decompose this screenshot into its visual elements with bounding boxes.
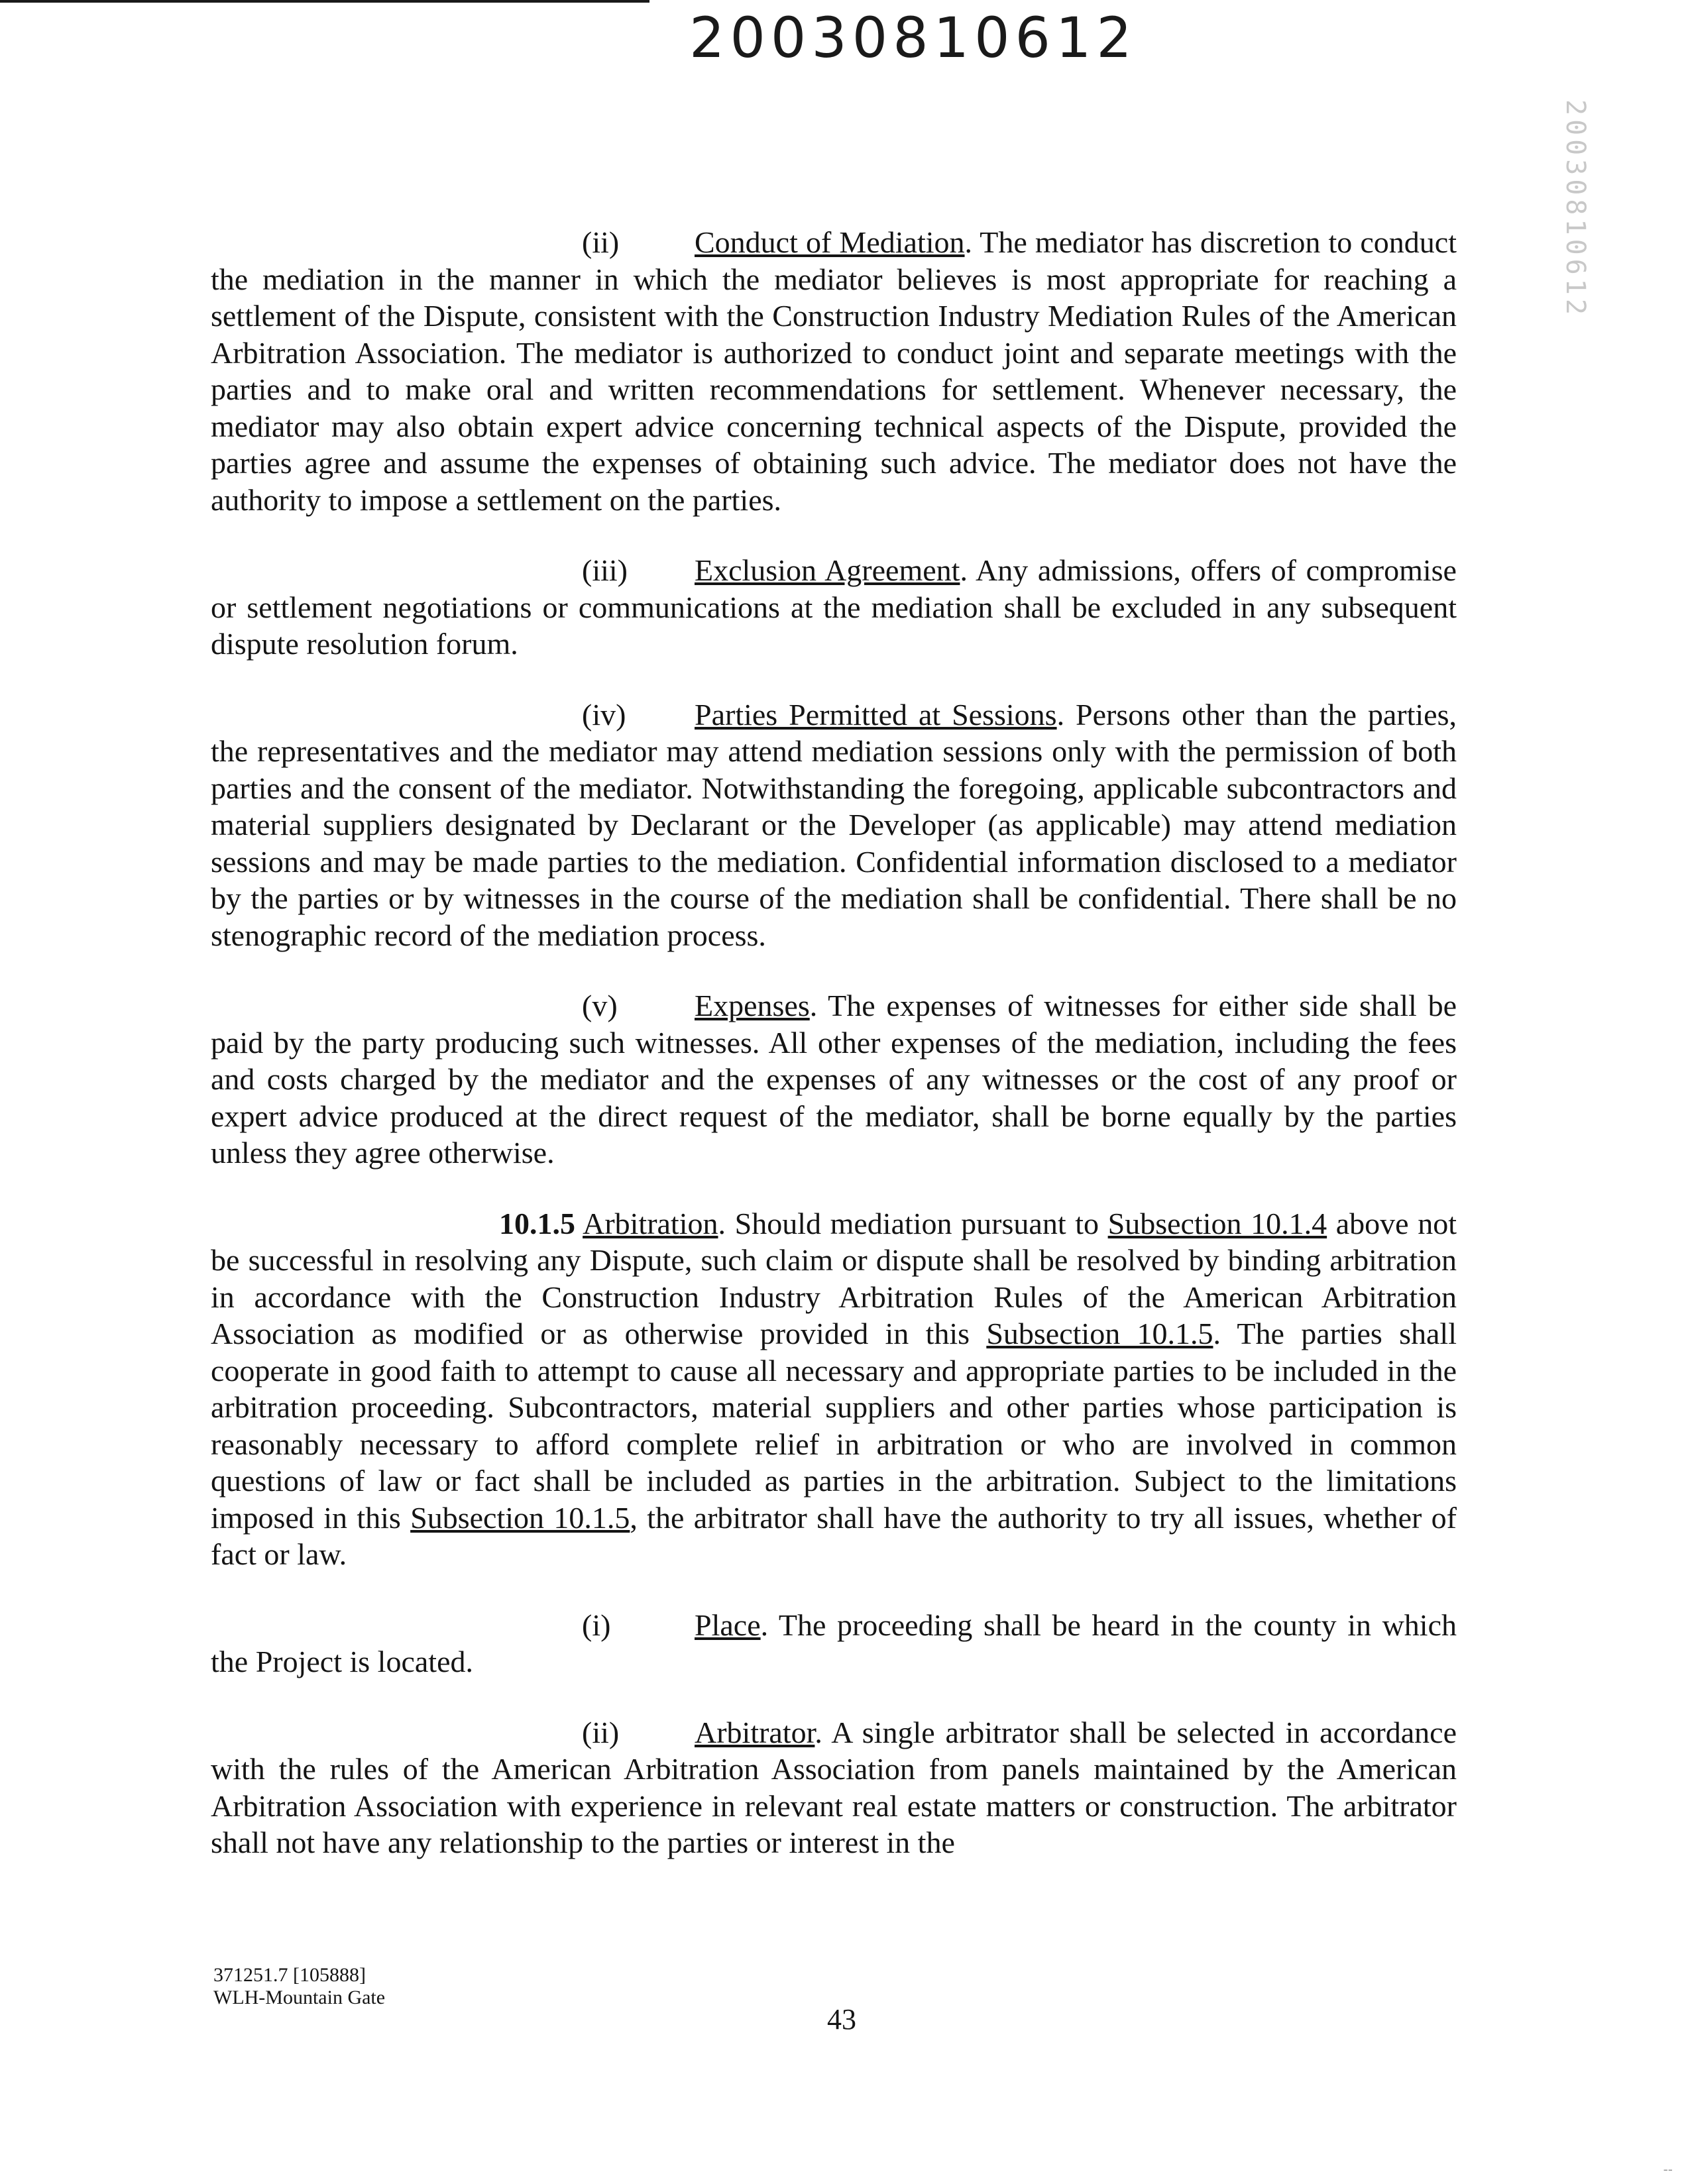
paragraph-heading: Conduct of Mediation bbox=[695, 225, 965, 259]
footer-document-id bbox=[213, 1964, 385, 2009]
cross-reference: Subsection 10.1.5 bbox=[410, 1500, 630, 1535]
paragraph-heading: Place bbox=[695, 1608, 761, 1642]
paragraph-heading: Arbitration bbox=[583, 1206, 718, 1240]
paragraph-text: above not be successful in resolving any Dispute, such claim or dispute shall be resolved by binding arbitration in accordance with the Construction Industry Arbitration Rules of the American Arbitration Association as modified or as otherwise provided in this bbox=[211, 1206, 1457, 1350]
paragraph-number: (ii) bbox=[582, 225, 620, 259]
paragraph-text: . Persons other than the parties, the representatives and the mediator may attend mediation sessions only with the permission of both parties and the consent of the mediator. Notwithstanding the foregoing, applicable subcontractors and material suppliers designated by Declarant or the Developer (as applicable) may attend mediation sessions and may be made parties to the mediation. Confidential information disclosed to a mediator by the parties or by witnesses in the course of the mediation shall be confidential. There shall be no stenographic record of the mediation process. bbox=[211, 697, 1457, 952]
paragraph-heading: Arbitrator bbox=[695, 1715, 815, 1749]
paragraph-conduct-of-mediation bbox=[211, 224, 1457, 518]
paragraph-number: (i) bbox=[582, 1608, 611, 1642]
paragraph-text: . The expenses of witnesses for either side shall be paid by the party producing such witnesses. All other expenses of the mediation, including the fees and costs charged by the mediator and the expenses of any witnesses or the cost of any proof or expert advice produced at the direct request of the mediator, shall be borne equally by the parties unless they agree otherwise. bbox=[211, 989, 1457, 1170]
paragraph-expenses bbox=[211, 987, 1457, 1172]
side-stamp: 20030810612 bbox=[1560, 99, 1591, 319]
paragraph-parties-permitted bbox=[211, 696, 1457, 954]
paragraph-text: . A single arbitrator shall be selected in accordance with the rules of the American Arbitration Association from panels maintained by the American Arbitration Association with experience in relevant real estate matters or construction. The arbitrator shall not have any relationship to the parties or interest in the bbox=[211, 1715, 1457, 1859]
corner-mark: -- bbox=[1663, 2161, 1673, 2177]
paragraph-text: . The proceeding shall be heard in the county in which the Project is located. bbox=[211, 1608, 1457, 1678]
document-body bbox=[211, 224, 1457, 1895]
paragraph-heading: Exclusion Agreement bbox=[695, 553, 960, 587]
paragraph-place bbox=[211, 1607, 1457, 1680]
paragraph-text: . Any admissions, offers of compromise or settlement negotiations or communications at the mediation shall be excluded in any subsequent dispute resolution forum. bbox=[211, 553, 1457, 661]
paragraph-number: (iv) bbox=[582, 697, 626, 732]
cross-reference: Subsection 10.1.5 bbox=[986, 1317, 1213, 1350]
paragraph-text: . The parties shall cooperate in good faith to attempt to cause all necessary and appropriate parties to be included in the arbitration proceeding. Subcontractors, material suppliers and other parties whose participation is reasonably necessary to afford complete relief in arbitration or who are involved in common questions of law or fact shall be included as parties in the arbitration. Subject to the limitations imposed in this bbox=[211, 1317, 1457, 1535]
top-rule bbox=[0, 0, 649, 3]
paragraph-text: , the arbitrator shall have the authority to try all issues, whether of fact or law. bbox=[211, 1500, 1457, 1571]
paragraph-number: (ii) bbox=[582, 1715, 620, 1749]
paragraph-number: (iii) bbox=[582, 553, 628, 587]
cross-reference: Subsection 10.1.4 bbox=[1107, 1206, 1327, 1240]
paragraph-heading: Parties Permitted at Sessions bbox=[695, 697, 1057, 732]
doc-name: WLH-Mountain Gate bbox=[213, 1987, 386, 2008]
paragraph-text: . Should mediation pursuant to bbox=[718, 1206, 1108, 1240]
paragraph-number: (v) bbox=[582, 989, 618, 1022]
section-number: 10.1.5 bbox=[499, 1206, 575, 1240]
paragraph-heading: Expenses bbox=[695, 989, 810, 1022]
paragraph-arbitrator bbox=[211, 1714, 1457, 1861]
record-number: 20030810612 bbox=[689, 5, 1137, 70]
page-number: 43 bbox=[827, 2003, 856, 2036]
paragraph-text: . The mediator has discretion to conduct the mediation in the manner in which the mediator believes is most appropriate for reaching a settlement of the Dispute, consistent with the Construction Industry Mediation Rules of the American Arbitration Association. The mediator is authorized to conduct joint and separate meetings with the parties and to make oral and written recommendations for settlement. Whenever necessary, the mediator may also obtain expert advice concerning technical aspects of the Dispute, provided the parties agree and assume the expenses of obtaining such advice. The mediator does not have the authority to impose a settlement on the parties. bbox=[211, 225, 1457, 517]
doc-id: 371251.7 [105888] bbox=[213, 1964, 366, 1986]
paragraph-arbitration bbox=[211, 1205, 1457, 1573]
paragraph-exclusion-agreement bbox=[211, 552, 1457, 663]
